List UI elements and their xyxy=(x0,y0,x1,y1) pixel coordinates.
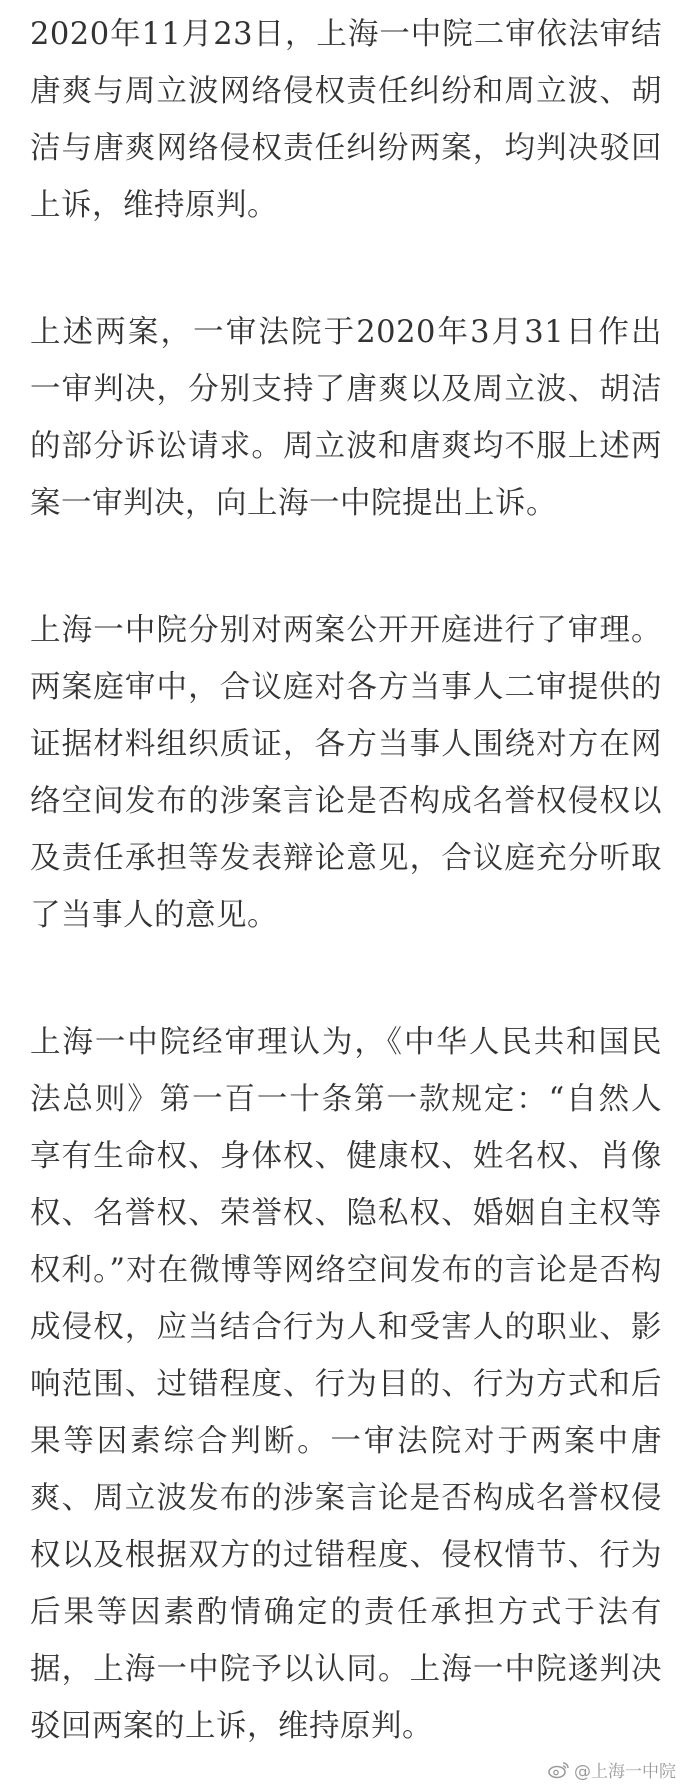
paragraph-4: 上海一中院经审理认为，《中华人民共和国民法总则》第一百一十条第一款规定：“自然人享有生命权、身体权、健康权、姓名权、肖像权、名誉权、荣誉权、隐私权、婚姻自主权等权利。”对在微博等网络空间发布的言论是否构成侵权，应当结合行为人和受害人的职业、影响范围、过错程度、行为目的、行为方式和后果等因素综合判断。一审法院对于两案中唐爽、周立波发布的涉案言论是否构成名誉权侵权以及根据双方的过错程度、侵权情节、行为后果等因素酌情确定的责任承担方式于法有据，上海一中院予以认同。上海一中院遂判决驳回两案的上诉，维持原判。 xyxy=(30,1025,662,1744)
paragraph-1: 2020年11月23日，上海一中院二审依法审结唐爽与周立波网络侵权责任纠纷和周立波、胡洁与唐爽网络侵权责任纠纷两案，均判决驳回上诉，维持原判。 xyxy=(30,17,662,223)
weibo-watermark xyxy=(548,1757,676,1782)
paragraph-2: 上述两案，一审法院于2020年3月31日作出一审判决，分别支持了唐爽以及周立波、胡洁的部分诉讼请求。周立波和唐爽均不服上述两案一审判决，向上海一中院提出上诉。 xyxy=(30,315,662,521)
weibo-icon xyxy=(548,1761,570,1779)
watermark-text: @上海一中院 xyxy=(574,1762,676,1782)
article-body xyxy=(30,6,662,1755)
paragraph-3: 上海一中院分别对两案公开开庭进行了审理。两案庭审中，合议庭对各方当事人二审提供的证据材料组织质证，各方当事人围绕对方在网络空间发布的涉案言论是否构成名誉权侵权以及责任承担等发表辩论意见，合议庭充分听取了当事人的意见。 xyxy=(30,613,662,933)
